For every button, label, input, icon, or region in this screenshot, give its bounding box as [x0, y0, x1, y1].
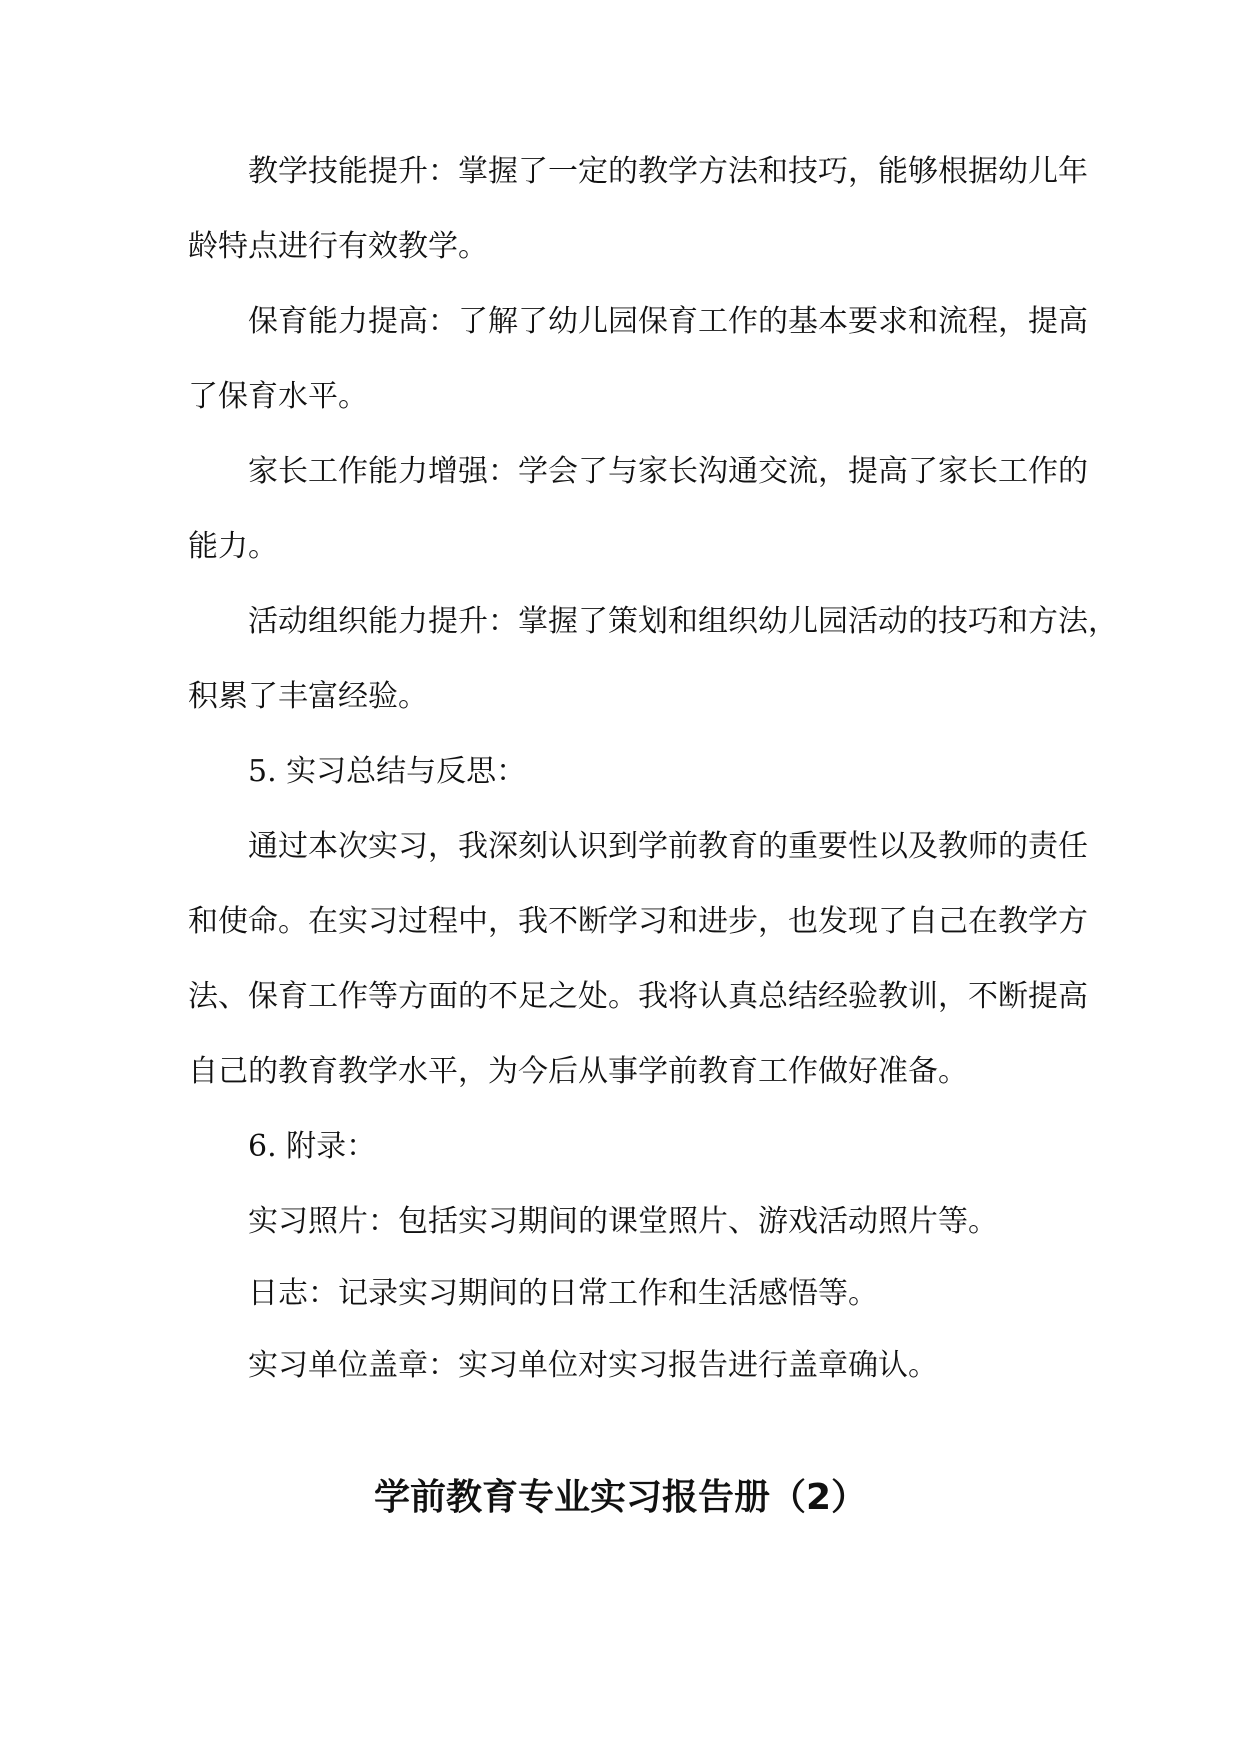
paragraph-teaching-skills-line2: 龄特点进行有效教学。: [188, 229, 488, 264]
paragraph-activity-org-line2: 积累了丰富经验。: [188, 679, 428, 714]
paragraph-care-ability-line2: 了保育水平。: [188, 379, 368, 414]
appendix-item-stamp: 实习单位盖章：实习单位对实习报告进行盖章确认。: [248, 1348, 938, 1383]
section-heading-summary: 5. 实习总结与反思：: [248, 754, 527, 789]
paragraph-summary-line3: 法、保育工作等方面的不足之处。我将认真总结经验教训，不断提高: [188, 979, 1088, 1014]
paragraph-care-ability-line1: 保育能力提高：了解了幼儿园保育工作的基本要求和流程，提高: [248, 304, 1088, 339]
paragraph-teaching-skills-line1: 教学技能提升：掌握了一定的教学方法和技巧，能够根据幼儿年: [248, 154, 1088, 189]
section-heading-appendix: 6. 附录：: [248, 1129, 377, 1164]
paragraph-summary-line4: 自己的教育教学水平，为今后从事学前教育工作做好准备。: [188, 1054, 968, 1089]
paragraph-parent-work-line1: 家长工作能力增强：学会了与家长沟通交流，提高了家长工作的: [248, 454, 1088, 489]
paragraph-parent-work-line2: 能力。: [188, 529, 278, 564]
report-title: 学前教育专业实习报告册（2）: [373, 1477, 868, 1518]
paragraph-summary-line2: 和使命。在实习过程中，我不断学习和进步，也发现了自己在教学方: [188, 904, 1088, 939]
paragraph-summary-line1: 通过本次实习，我深刻认识到学前教育的重要性以及教师的责任: [248, 829, 1088, 864]
appendix-item-log: 日志：记录实习期间的日常工作和生活感悟等。: [248, 1276, 878, 1311]
paragraph-activity-org-line1: 活动组织能力提升：掌握了策划和组织幼儿园活动的技巧和方法，: [248, 604, 1118, 639]
appendix-item-photos: 实习照片：包括实习期间的课堂照片、游戏活动照片等。: [248, 1204, 998, 1239]
